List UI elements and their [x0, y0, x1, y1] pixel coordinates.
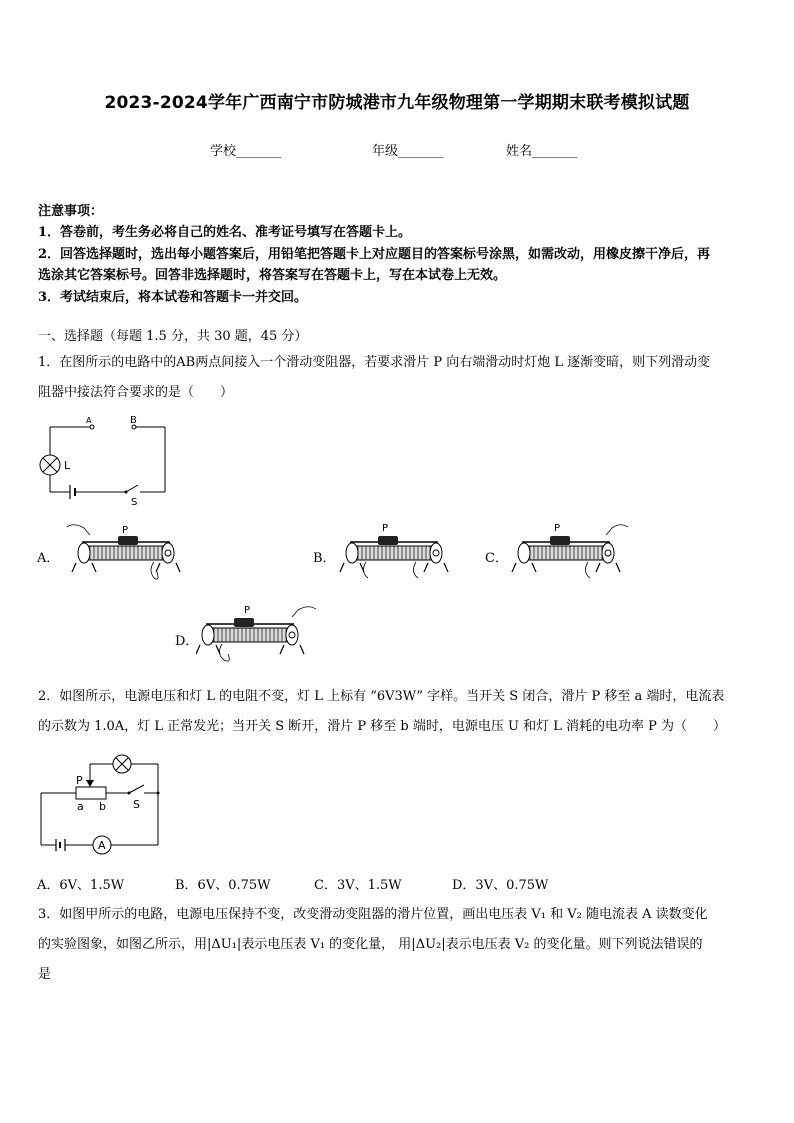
- rheostat-c-figure: [508, 520, 633, 585]
- question-1-line1: 1．在图所示的电路中的AB两点间接入一个滑动变阻器，若要求滑片 P 向右端滑动时灯炮 L 逐渐变暗，则下列滑动变: [38, 355, 711, 370]
- slider-p-label: P: [76, 774, 83, 787]
- terminal-b-label: b: [99, 800, 106, 813]
- question-3-line3: 是: [38, 967, 52, 982]
- rheostat-b-figure: [336, 520, 461, 585]
- terminal-b-label: B: [130, 415, 137, 426]
- slider-p-label: P: [244, 605, 251, 616]
- rheostat-a-figure: [62, 520, 187, 585]
- option-a-label: A．: [37, 551, 60, 566]
- question-2-line1: 2．如图所示，电源电压和灯 L 的电阻不变，灯 L 上标有 “6V3W” 字样。当开关 S 闭合，滑片 P 移至 a 端时，电流表: [38, 689, 725, 704]
- page-title: 2023-2024学年广西南宁市防城港市九年级物理第一学期期末联考模拟试题: [104, 93, 690, 113]
- terminal-a-label: a: [77, 800, 84, 813]
- note-item: 3．考试结束后，将本试卷和答题卡一并交回。: [38, 290, 308, 305]
- question-3-line1: 3．如图甲所示的电路，电源电压保持不变，改变滑动变阻器的滑片位置，画出电压表 V₁ 和 V₂ 随电流表 A 读数变化: [38, 907, 708, 922]
- note-item: 2．回答选择题时，选出每小题答案后，用铅笔把答题卡上对应题目的答案标号涂黑，如需改动，用橡皮擦干净后，再: [38, 247, 711, 262]
- rheostat-d-figure: [196, 602, 321, 667]
- q2-option-c: C．3V、1.5W: [314, 878, 402, 893]
- school-field: 学校_______: [210, 144, 282, 159]
- switch-label: S: [133, 798, 140, 811]
- q2-option-a: A．6V、1.5W: [37, 878, 125, 893]
- switch-label: S: [131, 497, 138, 507]
- slider-p-label: P: [382, 523, 389, 534]
- option-c-label: C．: [485, 551, 508, 566]
- option-d-label: D．: [175, 634, 199, 649]
- question-3-line2: 的实验图象，如图乙所示，用|ΔU₁|表示电压表 V₁ 的变化量， 用|ΔU₂|表示电压表 V₂ 的变化量。则下列说法错误的: [38, 937, 703, 952]
- name-field: 姓名_______: [506, 144, 578, 159]
- option-b-label: B．: [313, 551, 336, 566]
- slider-p-label: P: [554, 523, 561, 534]
- question-2-line2: 的示数为 1.0A，灯 L 正常发光；当开关 S 断开，滑片 P 移至 b 端时，电源电压 U 和灯 L 消耗的电功率 P 为（ ）: [38, 719, 726, 734]
- lamp-label: L: [64, 459, 71, 472]
- question-1-line2: 阻器中接法符合要求的是（ ）: [38, 385, 234, 400]
- note-item: 选涂其它答案标号。回答非选择题时，将答案写在答题卡上，写在本试卷上无效。: [38, 268, 507, 283]
- slider-p-label: P: [122, 525, 129, 536]
- section-heading: 一、选择题（每题 1.5 分，共 30 题，45 分）: [38, 329, 308, 344]
- q1-circuit-diagram: [30, 412, 175, 507]
- q2-circuit-diagram: [36, 750, 166, 860]
- q2-option-d: D．3V、0.75W: [452, 878, 549, 893]
- terminal-a-label: A: [86, 416, 92, 425]
- note-item: 1．答卷前，考生务必将自己的姓名、准考证号填写在答题卡上。: [38, 225, 412, 240]
- notes-heading: 注意事项：: [38, 204, 104, 219]
- ammeter-label: A: [98, 839, 106, 852]
- q2-option-b: B．6V、0.75W: [175, 878, 271, 893]
- grade-field: 年级_______: [372, 144, 444, 159]
